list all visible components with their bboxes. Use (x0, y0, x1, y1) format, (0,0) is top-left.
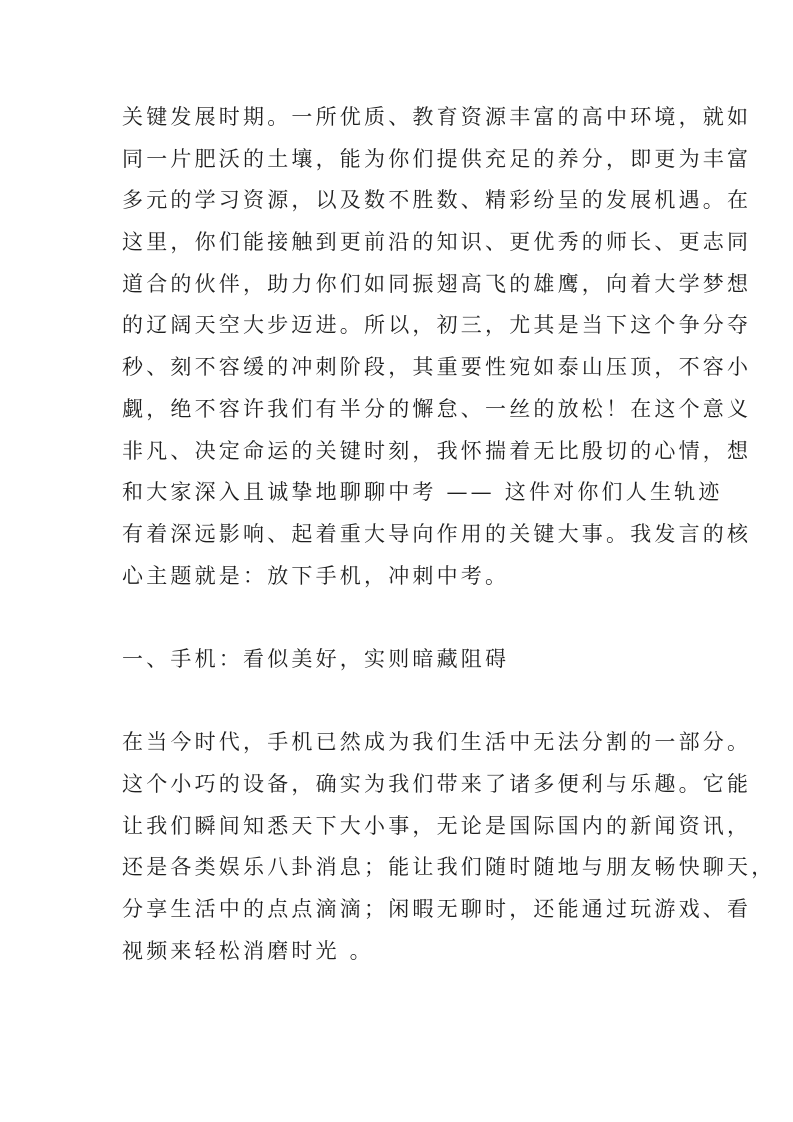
text-line: 在当今时代，手机已然成为我们生活中无法分割的一部分。 (122, 730, 752, 755)
text-line: 的辽阔天空大步迈进。所以，初三，尤其是当下这个争分夺 (122, 313, 752, 338)
text-line: 视频来轻松消磨时光 。 (122, 938, 374, 963)
text-line: 觑，绝不容许我们有半分的懈怠、一丝的放松！在这个意义 (122, 396, 752, 421)
text-line: 同一片肥沃的土壤，能为你们提供充足的养分，即更为丰富 (122, 146, 752, 171)
document-page (122, 97, 776, 972)
text-line: 心主题就是：放下手机，冲刺中考。 (122, 563, 510, 588)
text-line: 还是各类娱乐八卦消息；能让我们随时随地与朋友畅快聊天， (122, 855, 776, 880)
text-line: 分享生活中的点点滴滴；闲暇无聊时，还能通过玩游戏、看 (122, 897, 752, 922)
blank-line (122, 681, 682, 723)
text-line: 道合的伙伴，助力你们如同振翅高飞的雄鹰，向着大学梦想 (122, 271, 752, 296)
blank-line (122, 597, 682, 639)
paragraph-2 (122, 722, 776, 972)
paragraph-1 (122, 97, 752, 597)
section-heading: 一、手机：看似美好，实则暗藏阻碍 (122, 646, 510, 671)
text-line: 有着深远影响、起着重大导向作用的关键大事。我发言的核 (122, 521, 752, 546)
text-line: 让我们瞬间知悉天下大小事，无论是国际国内的新闻资讯， (122, 813, 752, 838)
text-line: 关键发展时期。一所优质、教育资源丰富的高中环境，就如 (122, 105, 752, 129)
text-line: 和大家深入且诚挚地聊聊中考 —— 这件对你们人生轨迹 (122, 480, 723, 505)
text-line: 秒、刻不容缓的冲刺阶段，其重要性宛如泰山压顶，不容小 (122, 355, 752, 380)
text-line: 这个小巧的设备，确实为我们带来了诸多便利与乐趣。它能 (122, 772, 752, 796)
text-line: 多元的学习资源，以及数不胜数、精彩纷呈的发展机遇。在 (122, 188, 752, 213)
text-line: 这里，你们能接触到更前沿的知识、更优秀的师长、更志同 (122, 230, 752, 255)
text-line: 非凡、决定命运的关键时刻，我怀揣着无比殷切的心情，想 (122, 438, 752, 463)
